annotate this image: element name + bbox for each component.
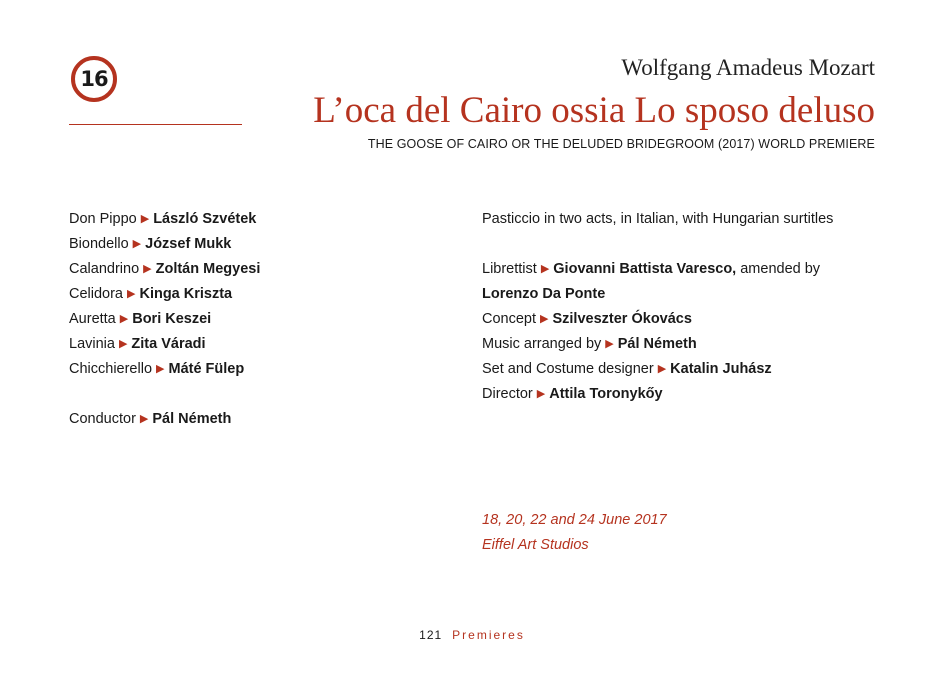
credit-item	[482, 382, 833, 407]
credit-name: Katalin Juhász	[670, 361, 772, 377]
credit-name: Giovanni Battista Varesco,	[553, 261, 737, 277]
arrow-icon: ▶	[119, 313, 129, 325]
credit-item-continued	[482, 282, 833, 307]
arrow-icon: ▶	[605, 338, 614, 350]
conductor-item	[69, 407, 260, 432]
arrow-icon: ▶	[139, 413, 149, 425]
performer-name: Zita Váradi	[131, 336, 206, 352]
credit-name: Pál Németh	[617, 336, 697, 352]
role-label: Auretta	[69, 311, 116, 327]
cast-item	[69, 257, 260, 282]
role-label: Set and Costume designer	[482, 361, 654, 377]
role-label: Biondello	[69, 236, 129, 252]
footer-page-number: 121	[419, 628, 443, 642]
spacer	[69, 382, 260, 407]
credit-name: Szilveszter Ókovács	[552, 311, 692, 327]
cast-item	[69, 307, 260, 332]
cast-item	[69, 282, 260, 307]
page-footer	[0, 628, 944, 642]
opera-description: Pasticcio in two acts, in Italian, with Hungarian surtitles	[482, 211, 834, 227]
cast-item	[69, 332, 260, 357]
title-rule	[69, 124, 242, 125]
role-label: Concept	[482, 311, 537, 327]
arrow-icon: ▶	[536, 388, 546, 400]
credit-item	[482, 332, 833, 357]
performer-name: Máté Fülep	[168, 361, 245, 377]
performer-name: Bori Keszei	[132, 311, 212, 327]
arrow-icon: ▶	[143, 263, 152, 275]
arrow-icon: ▶	[540, 313, 549, 325]
role-label: Lavinia	[69, 336, 115, 352]
credit-item	[482, 357, 833, 382]
opera-subtitle: THE GOOSE OF CAIRO OR THE DELUDED BRIDEGROOM (2017) WORLD PREMIERE	[367, 137, 875, 151]
credit-item	[482, 257, 833, 282]
credit-item	[482, 307, 833, 332]
cast-list	[69, 207, 260, 432]
role-label: Director	[482, 386, 533, 402]
credit-name: Lorenzo Da Ponte	[482, 286, 606, 302]
performer-name: József Mukk	[145, 236, 232, 252]
badge-number: 16	[80, 67, 108, 91]
role-label: Librettist	[482, 261, 537, 277]
role-label: Chicchierello	[69, 361, 153, 377]
performer-name: László Szvétek	[153, 211, 257, 227]
performer-name: Zoltán Megyesi	[155, 261, 261, 277]
cast-item	[69, 232, 260, 257]
performance-venue: Eiffel Art Studios	[482, 537, 589, 553]
arrow-icon: ▶	[156, 363, 165, 375]
cast-item	[69, 207, 260, 232]
role-label: Don Pippo	[69, 211, 137, 227]
arrow-icon: ▶	[132, 238, 142, 250]
page-number-badge	[71, 56, 117, 102]
composer-name: Wolfgang Amadeus Mozart	[621, 55, 875, 80]
footer-section: Premieres	[452, 628, 525, 642]
role-label: Celidora	[69, 286, 123, 302]
performer-name: Pál Németh	[152, 411, 232, 427]
arrow-icon: ▶	[657, 363, 667, 375]
cast-item	[69, 357, 260, 382]
spacer	[482, 232, 833, 257]
credit-suffix: amended by	[736, 261, 821, 277]
performer-name: Kinga Kriszta	[139, 286, 233, 302]
role-label: Calandrino	[69, 261, 140, 277]
arrow-icon: ▶	[140, 213, 150, 225]
role-label: Conductor	[69, 411, 136, 427]
arrow-icon: ▶	[540, 263, 550, 275]
performance-info	[482, 508, 667, 558]
credit-name: Attila Toronykőy	[549, 386, 663, 402]
opera-title: L’oca del Cairo ossia Lo sposo deluso	[313, 90, 875, 131]
arrow-icon: ▶	[127, 288, 136, 300]
production-info	[482, 207, 833, 407]
performance-dates: 18, 20, 22 and 24 June 2017	[482, 512, 667, 528]
arrow-icon: ▶	[118, 338, 128, 350]
role-label: Music arranged by	[482, 336, 602, 352]
